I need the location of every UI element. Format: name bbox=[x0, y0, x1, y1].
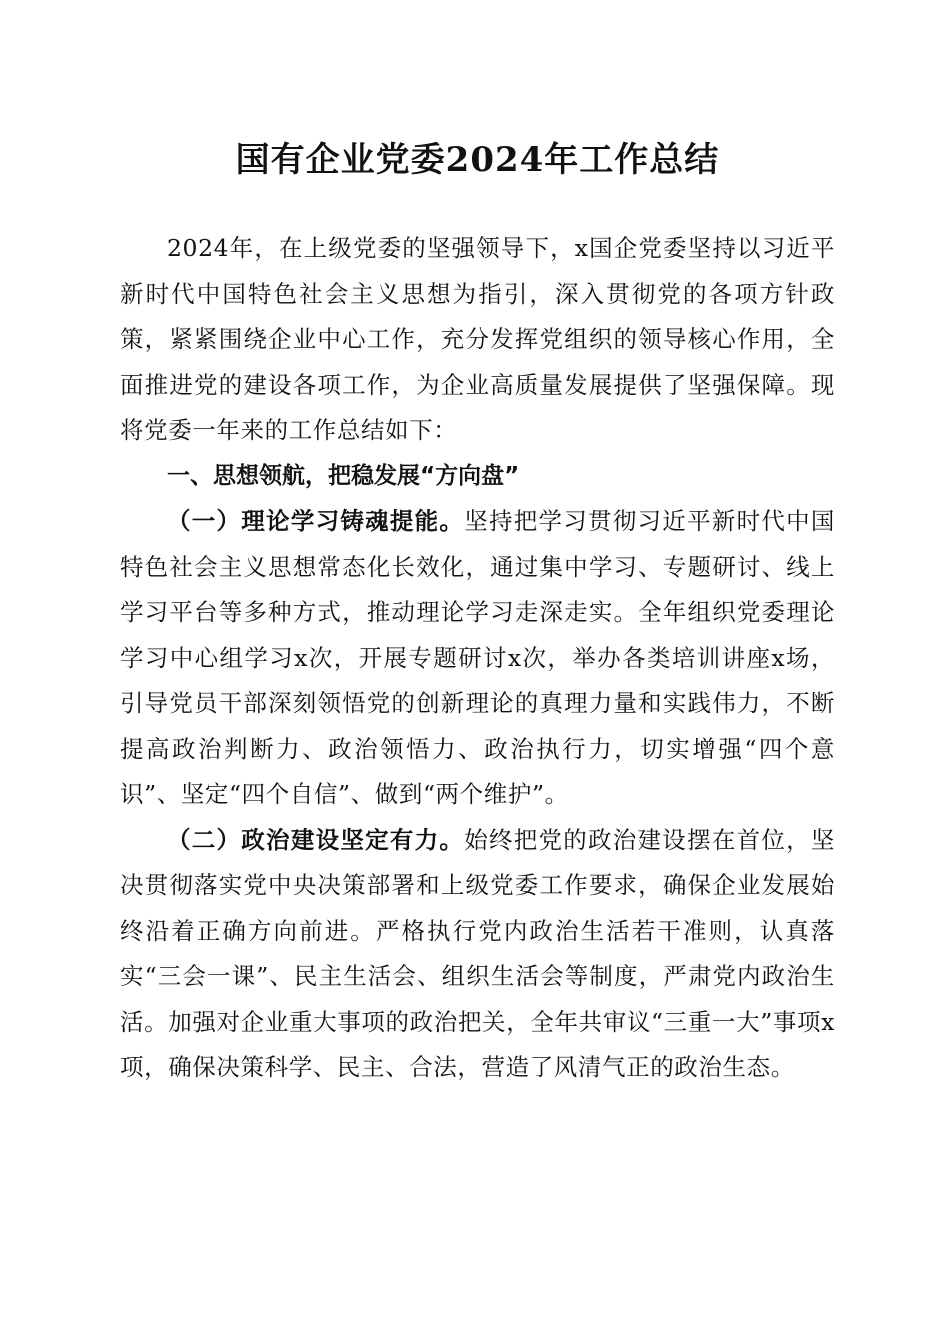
document-page bbox=[120, 130, 835, 1091]
subsection-lead-2: （二）政治建设坚定有力。 bbox=[167, 825, 465, 854]
subsection-paragraph-1 bbox=[120, 499, 835, 818]
document-title: 国有企业党委2024年工作总结 bbox=[235, 140, 720, 180]
subsection-lead-1: （一）理论学习铸魂提能。 bbox=[167, 507, 465, 535]
section-heading-1: 一、思想领航，把稳发展“方向盘” bbox=[167, 462, 520, 489]
subsection-paragraph-2 bbox=[120, 818, 835, 1091]
document-body bbox=[120, 226, 835, 1091]
subsection-text-2: 始终把党的政治建设摆在首位，坚决贯彻落实党中央决策部署和上级党委工作要求，确保企业发展始终沿着正确方向前进。严格执行党内政治生活若干准则，认真落实“三会一课”、民主生活会、组织生活会等制度，严肃党内政治生活。加强对企业重大事项的政治把关，全年共审议“三重一大”事项x项，确保决策科学、民主、合法，营造了风清气正的政治生态。 bbox=[120, 825, 836, 1081]
intro-paragraph: 2024年，在上级党委的坚强领导下，x国企党委坚持以习近平新时代中国特色社会主义思想为指引，深入贯彻党的各项方针政策，紧紧围绕企业中心工作，充分发挥党组织的领导核心作用，全面推进党的建设各项工作，为企业高质量发展提供了坚强保障。现将党委一年来的工作总结如下： bbox=[120, 234, 835, 444]
subsection-text-1: 坚持把学习贯彻习近平新时代中国特色社会主义思想常态化长效化，通过集中学习、专题研讨、线上学习平台等多种方式，推动理论学习走深走实。全年组织党委理论学习中心组学习x次，开展专题研讨x次，举办各类培训讲座x场，引导党员干部深刻领悟党的创新理论的真理力量和实践伟力，不断提高政治判断力、政治领悟力、政治执行力，切实增强“四个意识”、坚定“四个自信”、做到“两个维护”。 bbox=[120, 507, 836, 808]
